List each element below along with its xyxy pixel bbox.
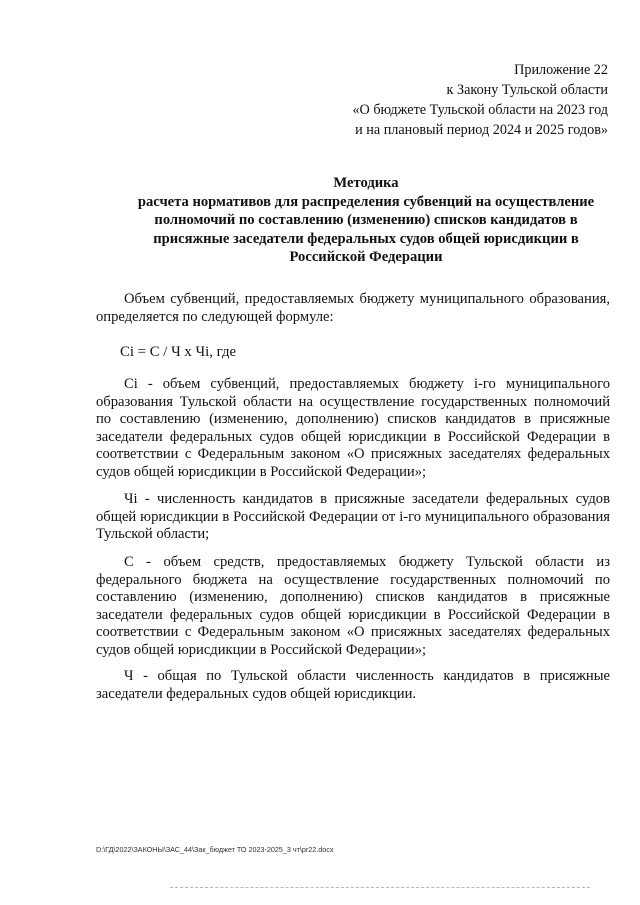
formula: Ci = С / Ч х Чi, где: [120, 344, 237, 360]
annex-law-title-1: «О бюджете Тульской области на 2023 год: [352, 102, 608, 118]
annex-header: [352, 60, 608, 140]
definition-c: С - объем средств, предоставляемых бюджету Тульской области из федерального бюджета на осуществление государственных полномочий по составлению (изменению, дополнению) списков кандидатов в присяжные заседатели федеральных судов общей юрисдикции в Российской Федерации в соответствии с Федеральным законом «О присяжных заседателях федеральных судов общей юрисдикции в Российской Федерации»;: [96, 554, 610, 658]
annex-law-reference: к Закону Тульской области: [446, 82, 608, 98]
definition-ch: Ч - общая по Тульской области численность кандидатов в присяжные заседатели федеральных судов общей юрисдикции.: [96, 668, 610, 702]
annex-law-title-2: и на плановый период 2024 и 2025 годов»: [355, 122, 608, 138]
title-line-4: присяжные заседатели федеральных судов общей юрисдикции в: [153, 230, 579, 247]
title-line-5: Российской Федерации: [289, 249, 443, 265]
title-line-1: Методика: [333, 175, 399, 191]
definition-ci: Ci - объем субвенций, предоставляемых бюджету i-го муниципального образования Тульской области на осуществление государственных полномочий по составлению (изменению, дополнению) списков кандидатов в присяжные заседатели федеральных судов общей юрисдикции в Российской Федерации в соответствии с Федеральным законом «О присяжных заседателях федеральных судов общей юрисдикции в Российской Федерации»;: [96, 376, 610, 480]
file-path-footer: D:\ГД\2022\ЗАКОНЫ\ЗАС_44\Зак_бюджет ТО 2023-2025_3 чт\pr22.docx: [96, 845, 334, 854]
scan-artifact-line: [170, 887, 590, 888]
document-title: [96, 174, 636, 267]
intro-paragraph: Объем субвенций, предоставляемых бюджету муниципального образования, определяется по следующей формуле:: [96, 291, 610, 325]
title-line-2: расчета нормативов для распределения субвенций на осуществление: [137, 193, 595, 210]
definition-chi: Чi - численность кандидатов в присяжные заседатели федеральных судов общей юрисдикции в Российской Федерации от i-го муниципального образования Тульской области;: [96, 491, 610, 542]
title-line-3: полномочий по составлению (изменению) списков кандидатов в: [154, 212, 578, 228]
annex-number: Приложение 22: [514, 62, 608, 78]
